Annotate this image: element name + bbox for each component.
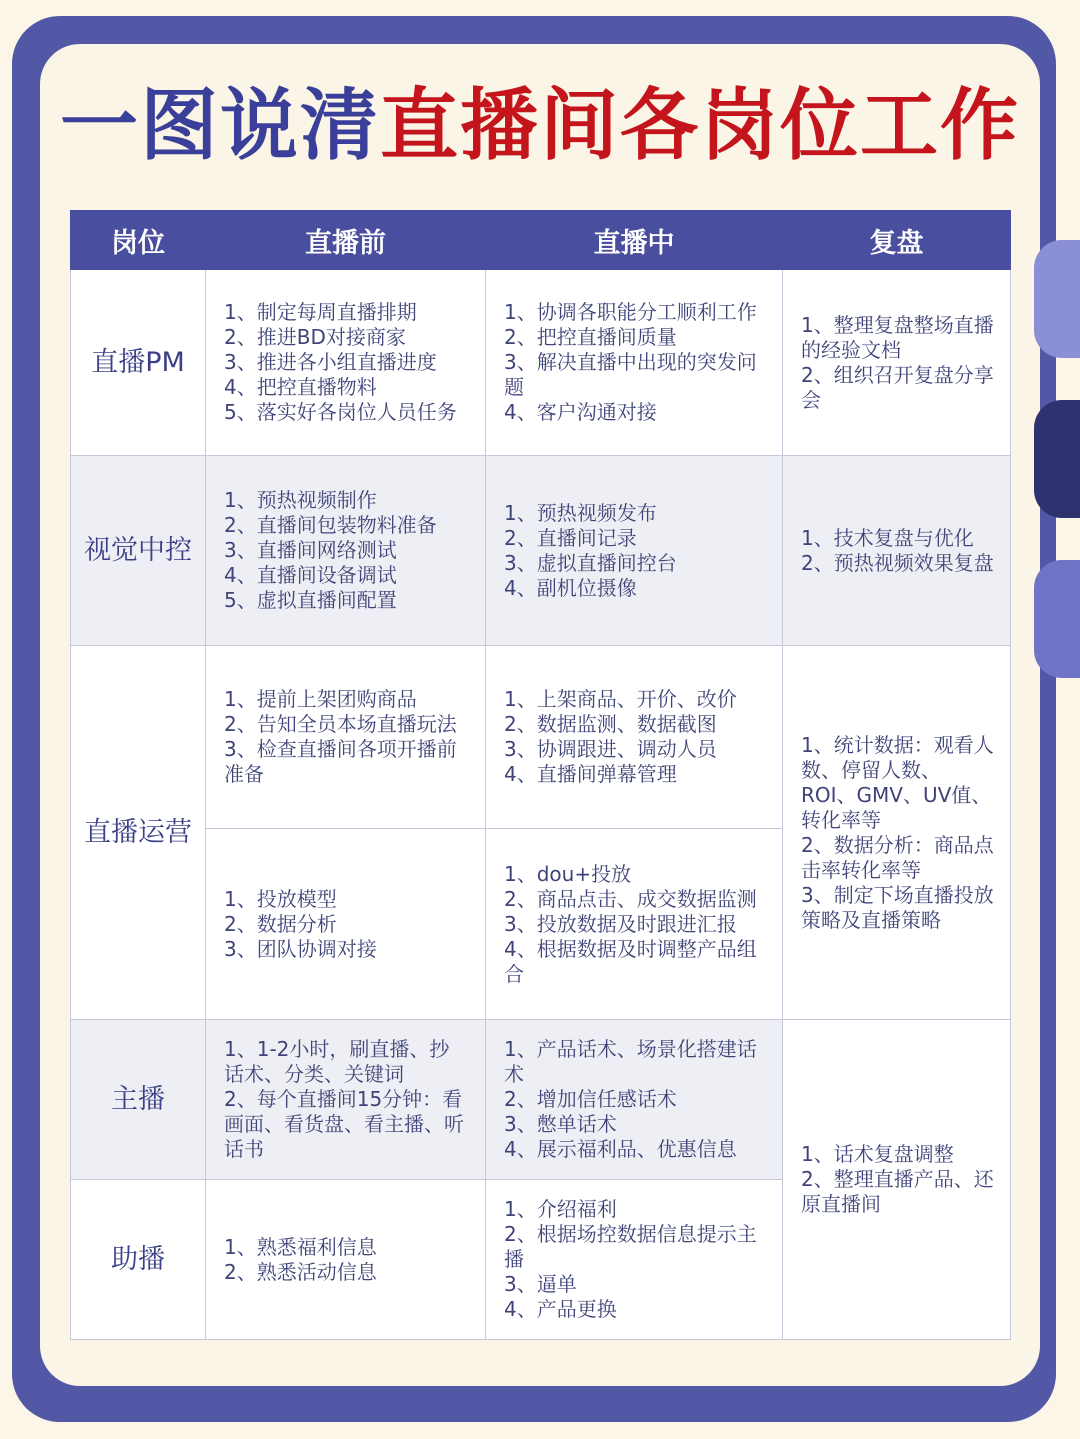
table-header-row (71, 211, 1011, 270)
header-role: 岗位 (71, 211, 206, 270)
header-before: 直播前 (206, 211, 486, 270)
review-cell: 1、统计数据：观看人数、停留人数、ROI、GMV、UV值、转化率等 2、数据分析：商品点击率转化率等 3、制定下场直播投放策略及直播策略 (783, 646, 1011, 1020)
side-tab-dark (1034, 400, 1080, 518)
review-cell: 1、技术复盘与优化 2、预热视频效果复盘 (783, 456, 1011, 646)
role-cell: 视觉中控 (71, 456, 206, 646)
table-row-ops-a (71, 646, 1011, 829)
during-cell: 1、预热视频发布 2、直播间记录 3、虚拟直播间控台 4、副机位摄像 (486, 456, 783, 646)
before-cell: 1、制定每周直播排期 2、推进BD对接商家 3、推进各小组直播进度 4、把控直播物料 5、落实好各岗位人员任务 (206, 270, 486, 456)
before-cell: 1、预热视频制作 2、直播间包装物料准备 3、直播间网络测试 4、直播间设备调试 5、虚拟直播间配置 (206, 456, 486, 646)
role-cell: 主播 (71, 1020, 206, 1180)
before-cell: 1、投放模型 2、数据分析 3、团队协调对接 (206, 829, 486, 1020)
during-cell: 1、产品话术、场景化搭建话术 2、增加信任感话术 3、憋单话术 4、展示福利品、优惠信息 (486, 1020, 783, 1180)
during-cell: 1、协调各职能分工顺利工作 2、把控直播间质量 3、解决直播中出现的突发问题 4、客户沟通对接 (486, 270, 783, 456)
before-cell: 1、熟悉福利信息 2、熟悉活动信息 (206, 1180, 486, 1340)
side-tab-light (1034, 240, 1080, 358)
title-part-red: 直播间各岗位工作 (380, 81, 1021, 171)
table-row-visual (71, 456, 1011, 646)
during-cell: 1、上架商品、开价、改价 2、数据监测、数据截图 3、协调跟进、调动人员 4、直播间弹幕管理 (486, 646, 783, 829)
title-part-blue: 一图说清 (59, 81, 380, 171)
review-cell: 1、整理复盘整场直播的经验文档 2、组织召开复盘分享会 (783, 270, 1011, 456)
before-cell: 1、1-2小时，刷直播、抄话术、分类、关键词 2、每个直播间15分钟：看画面、看货盘、看主播、听话书 (206, 1020, 486, 1180)
role-cell: 直播运营 (71, 646, 206, 1020)
page-title (0, 78, 1080, 174)
during-cell: 1、dou+投放 2、商品点击、成交数据监测 3、投放数据及时跟进汇报 4、根据数据及时调整产品组合 (486, 829, 783, 1020)
side-tab-medium (1034, 560, 1080, 678)
header-review: 复盘 (783, 211, 1011, 270)
role-cell: 助播 (71, 1180, 206, 1340)
role-duty-table (70, 210, 1011, 1340)
header-during: 直播中 (486, 211, 783, 270)
review-cell: 1、话术复盘调整 2、整理直播产品、还原直播间 (783, 1020, 1011, 1340)
role-cell: 直播PM (71, 270, 206, 456)
during-cell: 1、介绍福利 2、根据场控数据信息提示主播 3、逼单 4、产品更换 (486, 1180, 783, 1340)
before-cell: 1、提前上架团购商品 2、告知全员本场直播玩法 3、检查直播间各项开播前准备 (206, 646, 486, 829)
table-row-pm (71, 270, 1011, 456)
table-row-host (71, 1020, 1011, 1180)
